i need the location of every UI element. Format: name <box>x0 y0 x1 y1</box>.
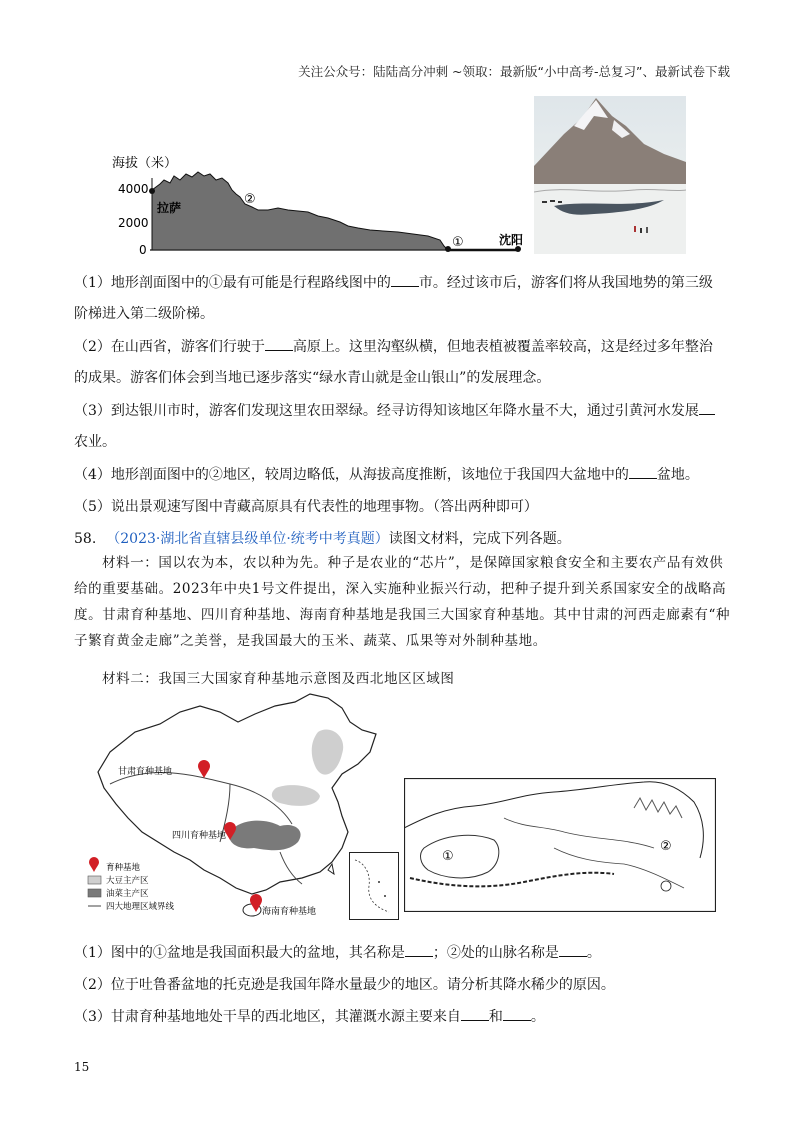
page-number: 15 <box>74 1060 90 1074</box>
q57-item-5: （5）说出景观速写图中青藏高原具有代表性的地理事物。（答出两种即可） <box>74 499 538 515</box>
taiwan-island <box>328 864 334 874</box>
legend-base-text: 育种基地 <box>106 863 141 873</box>
sketch-plain <box>534 184 686 254</box>
q58-source: （2023·湖北省直辖县级单位·统考中考真题） <box>106 531 389 547</box>
northwest-region-map <box>404 778 716 912</box>
q58-item-1: （1）图中的①盆地是我国面积最大的盆地，其名称是 ；②处的山脉名称是 。 <box>74 942 730 964</box>
q57-4-blank[interactable] <box>629 464 657 479</box>
q58-material-1: 材料一：国以农为本，农以种为先。种子是农业的“芯片”，是保障国家粮食安全和主要农产品有效供给的重要基础。2023年中央1号文件提出，深入实施种业振兴行动，把种子提升到关系国家安全的战略高度。甘肃育种基地、四川育种基地、海南育种基地是我国三大国家育种基地。其中甘肃的河西走廊素有“种子繁育黄金走廊”之美誉，是我国最大的玉米、蔬菜、瓜果等对外制种基地。 <box>74 555 731 649</box>
q57-item-1: （1）地形剖面图中的①最有可能是行程路线图中的 市。经过该市后，游客们将从我国地势的第三级 <box>74 272 730 294</box>
inset-island-b <box>384 895 386 897</box>
q57-item-1-cont: 阶梯进入第二级阶梯。 <box>74 306 214 322</box>
profile-elevation-area <box>152 172 448 250</box>
q57-item-2: （2）在山西省，游客们行驶于 高原上。这里沟壑纵横，但地表植被覆盖率较高，这是经过多年整治 <box>74 336 730 358</box>
south-china-sea-inset <box>349 852 399 920</box>
profile-start-dot <box>149 188 155 194</box>
q57-item-2-cont: 的成果。游客们体会到当地已逐步落实“绿水青山就是金山银山”的发展理念。 <box>74 370 551 386</box>
q58-number: 58. <box>74 531 97 547</box>
nw-marker-1: ① <box>442 849 454 864</box>
q58-intro: 读图文材料，完成下列各题。 <box>388 531 571 547</box>
profile-marker-2: ② <box>244 192 256 207</box>
nw-marker-2: ② <box>660 839 672 854</box>
legend-rapeseed-text: 油菜主产区 <box>106 889 149 899</box>
header-note: 关注公众号：陆陆高分冲刺 ~领取：最新版“小中高考-总复习”、最新试卷下载 <box>298 64 730 79</box>
profile-ytick-2000: 2000 <box>118 216 149 230</box>
q58-heading <box>74 528 730 550</box>
hainan-base-label: 海南育种基地 <box>262 907 317 917</box>
profile-end-city: 沈阳 <box>499 233 524 247</box>
profile-marker-1: ① <box>452 235 464 250</box>
q58-1-blank-a[interactable] <box>405 942 433 957</box>
china-breeding-base-map <box>80 692 380 924</box>
q57-item-3-cont: 农业。 <box>74 434 116 450</box>
inset-frame <box>350 853 399 920</box>
landscape-sketch <box>534 96 686 254</box>
q57-3-blank[interactable] <box>699 400 715 415</box>
legend-soybean-text: 大豆主产区 <box>106 876 149 886</box>
q58-3-blank-a[interactable] <box>461 1006 489 1021</box>
china-map-legend <box>88 857 175 912</box>
profile-ytick-0: 0 <box>139 243 147 257</box>
gansu-base-label: 甘肃育种基地 <box>118 767 173 777</box>
profile-start-city: 拉萨 <box>157 201 182 215</box>
q57-1-blank[interactable] <box>391 272 419 287</box>
profile-ytick-4000: 4000 <box>118 182 149 196</box>
q58-item-2: （2）位于吐鲁番盆地的托克逊是我国年降水量最少的地区。请分析其降水稀少的原因。 <box>74 977 615 993</box>
q57-item-3: （3）到达银川市时，游客们发现这里农田翠绿。经寻访得知该地区年降水量不大，通过引黄河水发展 <box>74 400 730 422</box>
q57-item-4: （4）地形剖面图中的②地区，较周边略低，从海拔高度推断，该地位于我国四大盆地中的 盆地。 <box>74 464 730 486</box>
legend-rapeseed-swatch <box>88 889 101 897</box>
legend-boundary-text: 四大地理区域界线 <box>106 902 175 912</box>
inset-island-a <box>378 881 380 883</box>
sichuan-base-label: 四川育种基地 <box>172 831 227 841</box>
terrain-profile-chart <box>108 150 528 260</box>
legend-soybean-swatch <box>88 876 101 884</box>
q58-3-blank-b[interactable] <box>503 1006 531 1021</box>
legend-base-icon <box>89 857 99 872</box>
q58-material-2: 材料二：我国三大国家育种基地示意图及西北地区区域图 <box>102 671 455 687</box>
q58-item-3: （3）甘肃育种基地地处干旱的西北地区，其灌溉水源主要来自 和 。 <box>74 1006 730 1028</box>
q57-2-blank[interactable] <box>265 336 293 351</box>
profile-ylabel: 海拔（米） <box>112 156 178 171</box>
q58-1-blank-b[interactable] <box>559 942 587 957</box>
profile-point-1-dot <box>445 246 451 252</box>
